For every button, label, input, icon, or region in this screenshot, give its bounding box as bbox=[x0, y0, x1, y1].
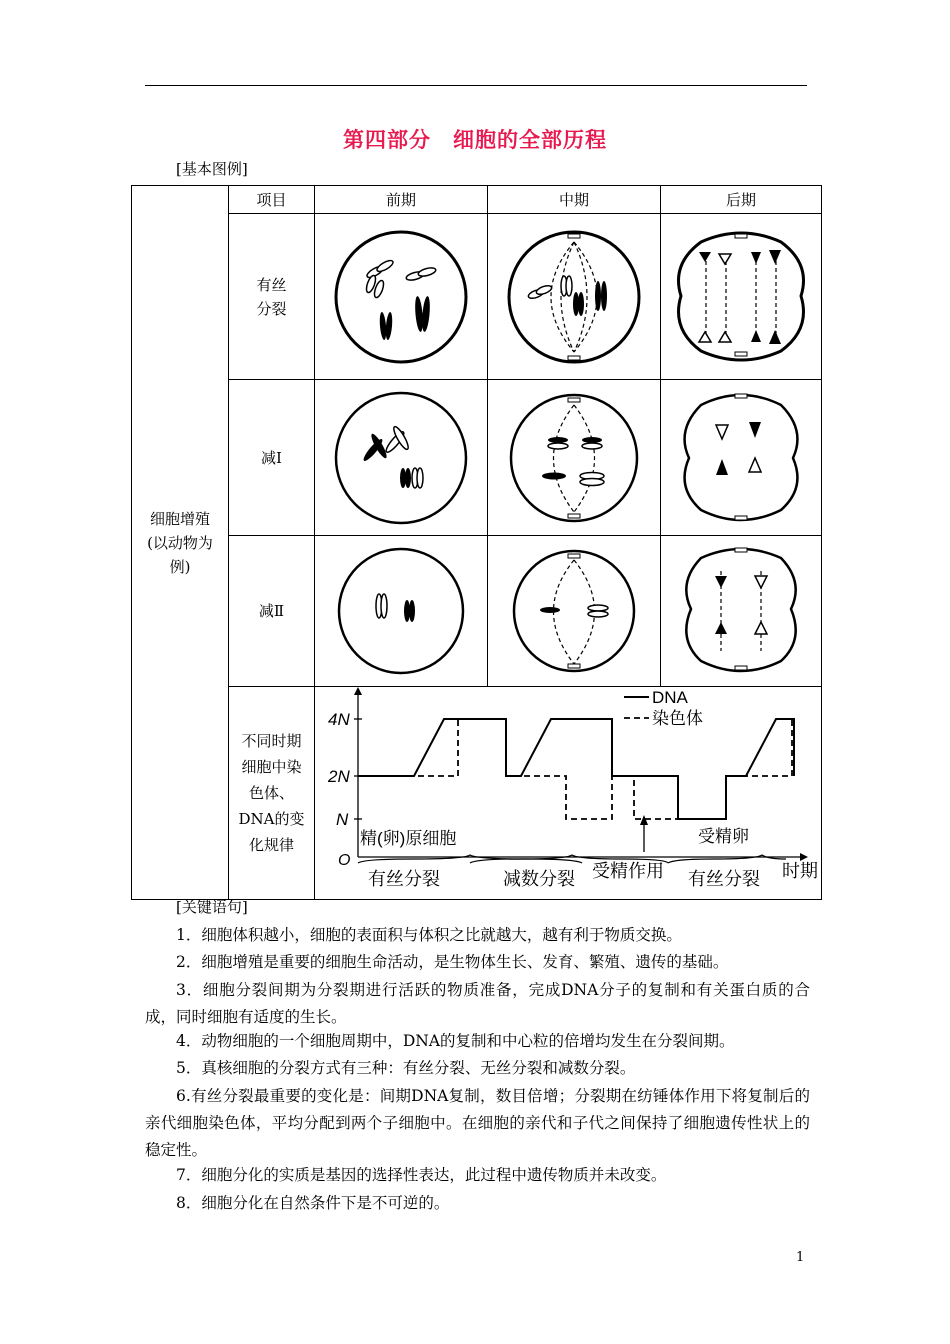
header-prophase: 前期 bbox=[315, 186, 488, 214]
fertilization-arrowhead bbox=[640, 815, 648, 825]
ytick-4n: 4N bbox=[328, 710, 350, 729]
dna-series-line bbox=[358, 719, 794, 819]
chart-svg bbox=[316, 687, 820, 899]
label-germ-cell: 精(卵)原细胞 bbox=[360, 829, 457, 848]
ytick-n: N bbox=[336, 810, 349, 829]
sentence-1: 1．细胞体积越小，细胞的表面积与体积之比就越大，越有利于物质交换。 bbox=[176, 926, 682, 944]
page-number: 1 bbox=[796, 1250, 805, 1265]
sentence-2: 2．细胞增殖是重要的细胞生命活动，是生物体生长、发育、繁殖、遗传的基础。 bbox=[176, 953, 729, 971]
meiosis2-prophase-cell bbox=[315, 536, 488, 687]
brace-mitosis-right bbox=[668, 855, 786, 863]
section-key-heading: [关键语句] bbox=[176, 898, 248, 916]
row-label-meiosis-2: 减Ⅱ bbox=[229, 536, 315, 687]
meiosis1-metaphase-cell bbox=[488, 380, 661, 536]
meiosis1-prophase-cell bbox=[315, 380, 488, 536]
header-item: 项目 bbox=[229, 186, 315, 214]
sentence-7: 7．细胞分化的实质是基因的选择性表达，此过程中遗传物质并未改变。 bbox=[176, 1166, 667, 1184]
y-axis-arrow bbox=[354, 687, 362, 695]
chromosome-series-line bbox=[358, 719, 794, 819]
ytick-2n: 2N bbox=[328, 767, 350, 786]
sentence-3: 3．细胞分裂间期为分裂期进行活跃的物质准备，完成DNA分子的复制和有关蛋白质的合成，同时细胞有适度的生长。 bbox=[145, 981, 810, 1026]
x-axis-arrow bbox=[800, 853, 808, 861]
sentence-8: 8．细胞分化在自然条件下是不可逆的。 bbox=[176, 1194, 450, 1212]
section-basic-heading: [基本图例] bbox=[176, 160, 248, 178]
row-group-label bbox=[132, 186, 229, 900]
sentence-6: 6.有丝分裂最重要的变化是：间期DNA复制，数目倍增；分裂期在纺锤体作用下将复制后的亲代细胞染色体，平均分配到两个子细胞中。在细胞的亲代和子代之间保持了细胞遗传性状上的稳定性。 bbox=[145, 1087, 810, 1159]
dna-chromosome-chart bbox=[315, 687, 822, 900]
header-anaphase: 后期 bbox=[661, 186, 822, 214]
row-label-chart: 不同时期细胞中染色体、DNA的变化规律 bbox=[229, 687, 315, 900]
x-axis-label: 时期 bbox=[782, 861, 818, 881]
sentence-4: 4．动物细胞的一个细胞周期中，DNA的复制和中心粒的倍增均发生在分裂间期。 bbox=[176, 1032, 735, 1050]
meiosis1-anaphase-cell bbox=[661, 380, 822, 536]
row-label-meiosis-1: 减Ⅰ bbox=[229, 380, 315, 536]
origin-label: O bbox=[338, 852, 351, 869]
phase-label-fertilization: 受精作用 bbox=[592, 861, 664, 881]
header-rule bbox=[145, 85, 807, 86]
header-metaphase: 中期 bbox=[488, 186, 661, 214]
mitosis-anaphase-cell bbox=[661, 214, 822, 380]
mitosis-metaphase-cell bbox=[488, 214, 661, 380]
cell-division-table bbox=[131, 185, 822, 900]
meiosis2-anaphase-cell bbox=[661, 536, 822, 687]
legend-dna-label: DNA bbox=[652, 688, 688, 707]
row-group-text: 细胞增殖(以动物为例) bbox=[147, 509, 213, 576]
phase-label-mitosis-1: 有丝分裂 bbox=[368, 869, 440, 889]
phase-label-mitosis-2: 有丝分裂 bbox=[688, 869, 760, 889]
mitosis-prophase-cell bbox=[315, 214, 488, 380]
legend-chromosome-label: 染色体 bbox=[652, 709, 703, 728]
label-zygote: 受精卵 bbox=[698, 827, 749, 846]
sentence-5: 5．真核细胞的分裂方式有三种：有丝分裂、无丝分裂和减数分裂。 bbox=[176, 1059, 636, 1077]
phase-label-meiosis: 减数分裂 bbox=[503, 869, 575, 889]
row-label-mitosis: 有丝分裂 bbox=[229, 214, 315, 380]
page-title: 第四部分 细胞的全部历程 bbox=[343, 128, 607, 152]
meiosis2-metaphase-cell bbox=[488, 536, 661, 687]
